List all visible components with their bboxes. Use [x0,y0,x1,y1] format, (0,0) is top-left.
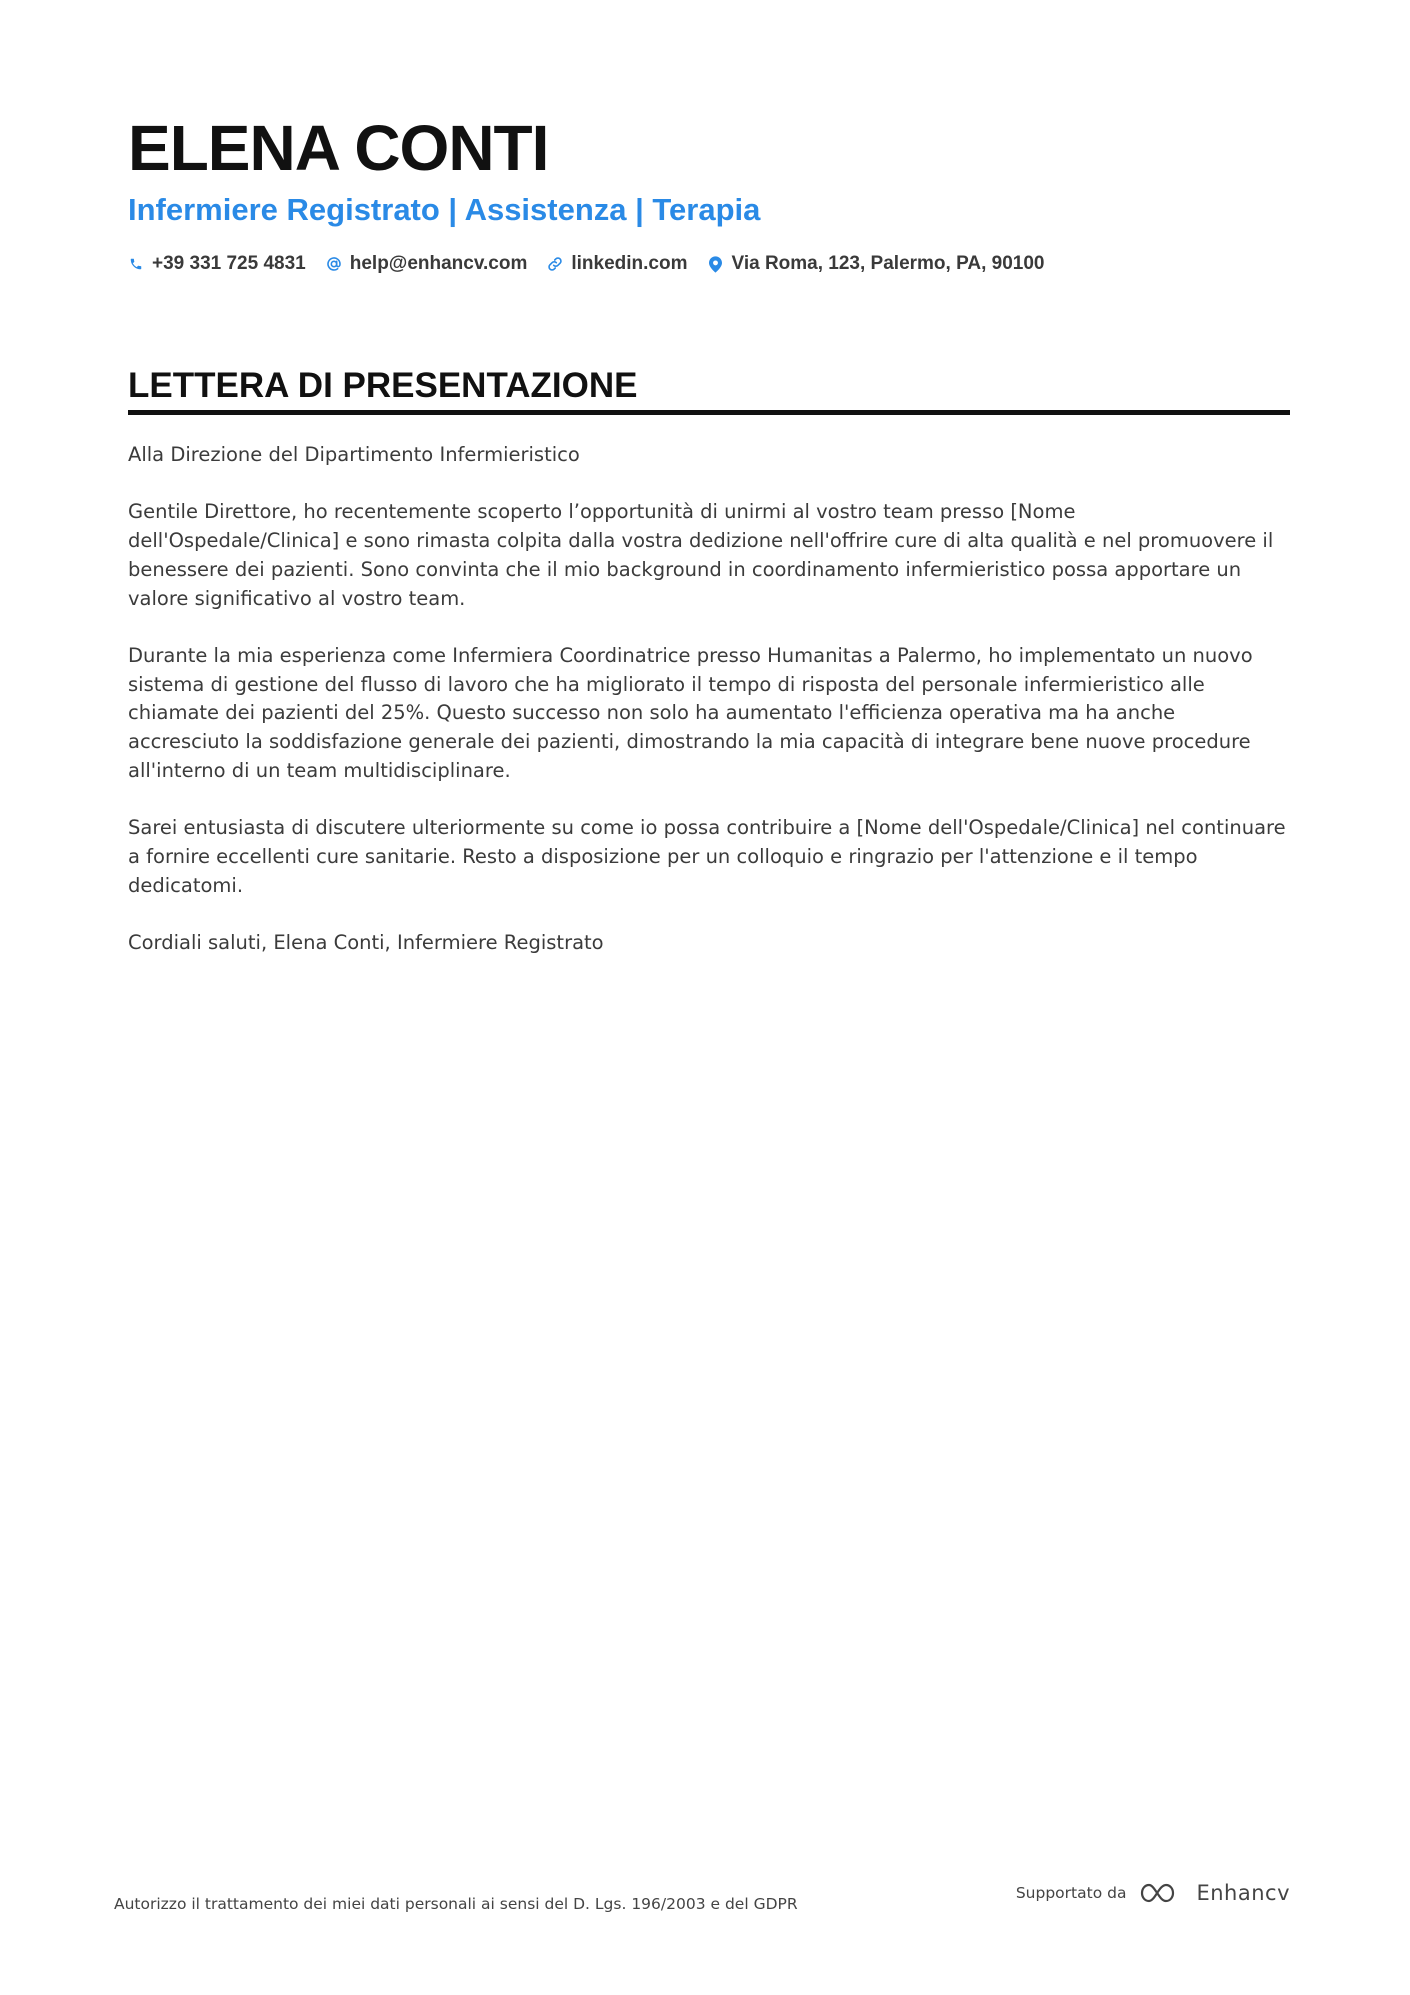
letter-recipient: Alla Direzione del Dipartimento Infermieristico [128,443,580,466]
contact-email [326,253,528,275]
section-title: LETTERA DI PRESENTAZIONE [128,366,638,405]
phone-icon [128,255,144,273]
brand-name: Enhancv [1196,1881,1290,1905]
contact-bar [128,253,1064,275]
candidate-name: ELENA CONTI [128,112,549,184]
at-icon [326,255,342,273]
section-divider [128,410,1290,415]
contact-phone-text[interactable]: +39 331 725 4831 [152,253,306,274]
contact-address [708,253,1045,275]
privacy-consent-text: Autorizzo il trattamento dei miei dati personali ai sensi del D. Lgs. 196/2003 e del GDPR [114,1895,798,1913]
footer-branding [1016,1880,1290,1906]
contact-email-text[interactable]: help@enhancv.com [349,253,528,274]
contact-address-text: Via Roma, 123, Palermo, PA, 90100 [731,253,1045,274]
contact-linkedin-text[interactable]: linkedin.com [571,253,688,274]
location-pin-icon [708,255,724,273]
letter-paragraph: Gentile Direttore, ho recentemente scoperto l’opportunità di unirmi al vostro team presso [Nome dell'Ospedale/Clinica] e sono rimasta colpita dalla vostra dedizione nell'offrire cure di alta qualità e nel promuovere il benessere dei pazienti. Sono convinta che il mio background in coordinamento infermieristico possa apportare un valore significativo al vostro team. [128,500,1274,610]
contact-linkedin [547,253,687,275]
supported-by-label: Supportato da [1015,1884,1127,1902]
link-icon [547,255,563,273]
candidate-headline: Infermiere Registrato | Assistenza | Terapia [128,192,761,227]
enhancv-logo-icon [1138,1880,1184,1906]
contact-phone [128,253,306,275]
letter-paragraph: Durante la mia esperienza come Infermiera Coordinatrice presso Humanitas a Palermo, ho implementato un nuovo sistema di gestione del flusso di lavoro che ha migliorato il tempo di risposta del personale infermieristico alle chiamate dei pazienti del 25%. Questo successo non solo ha aumentato l'efficienza operativa ma ha anche accresciuto la soddisfazione generale dei pazienti, dimostrando la mia capacità di integrare bene nuove procedure all'interno di un team multidisciplinare. [128,643,1253,782]
letter-paragraph: Sarei entusiasta di discutere ulteriormente su come io possa contribuire a [Nome dell'Ospedale/Clinica] nel continuare a fornire eccellenti cure sanitarie. Resto a disposizione per un colloquio e ringrazio per l'attenzione e il tempo dedicatomi. [128,816,1286,897]
letter-body [128,441,1290,986]
letter-signoff: Cordiali saluti, Elena Conti, Infermiere Registrato [128,930,604,954]
